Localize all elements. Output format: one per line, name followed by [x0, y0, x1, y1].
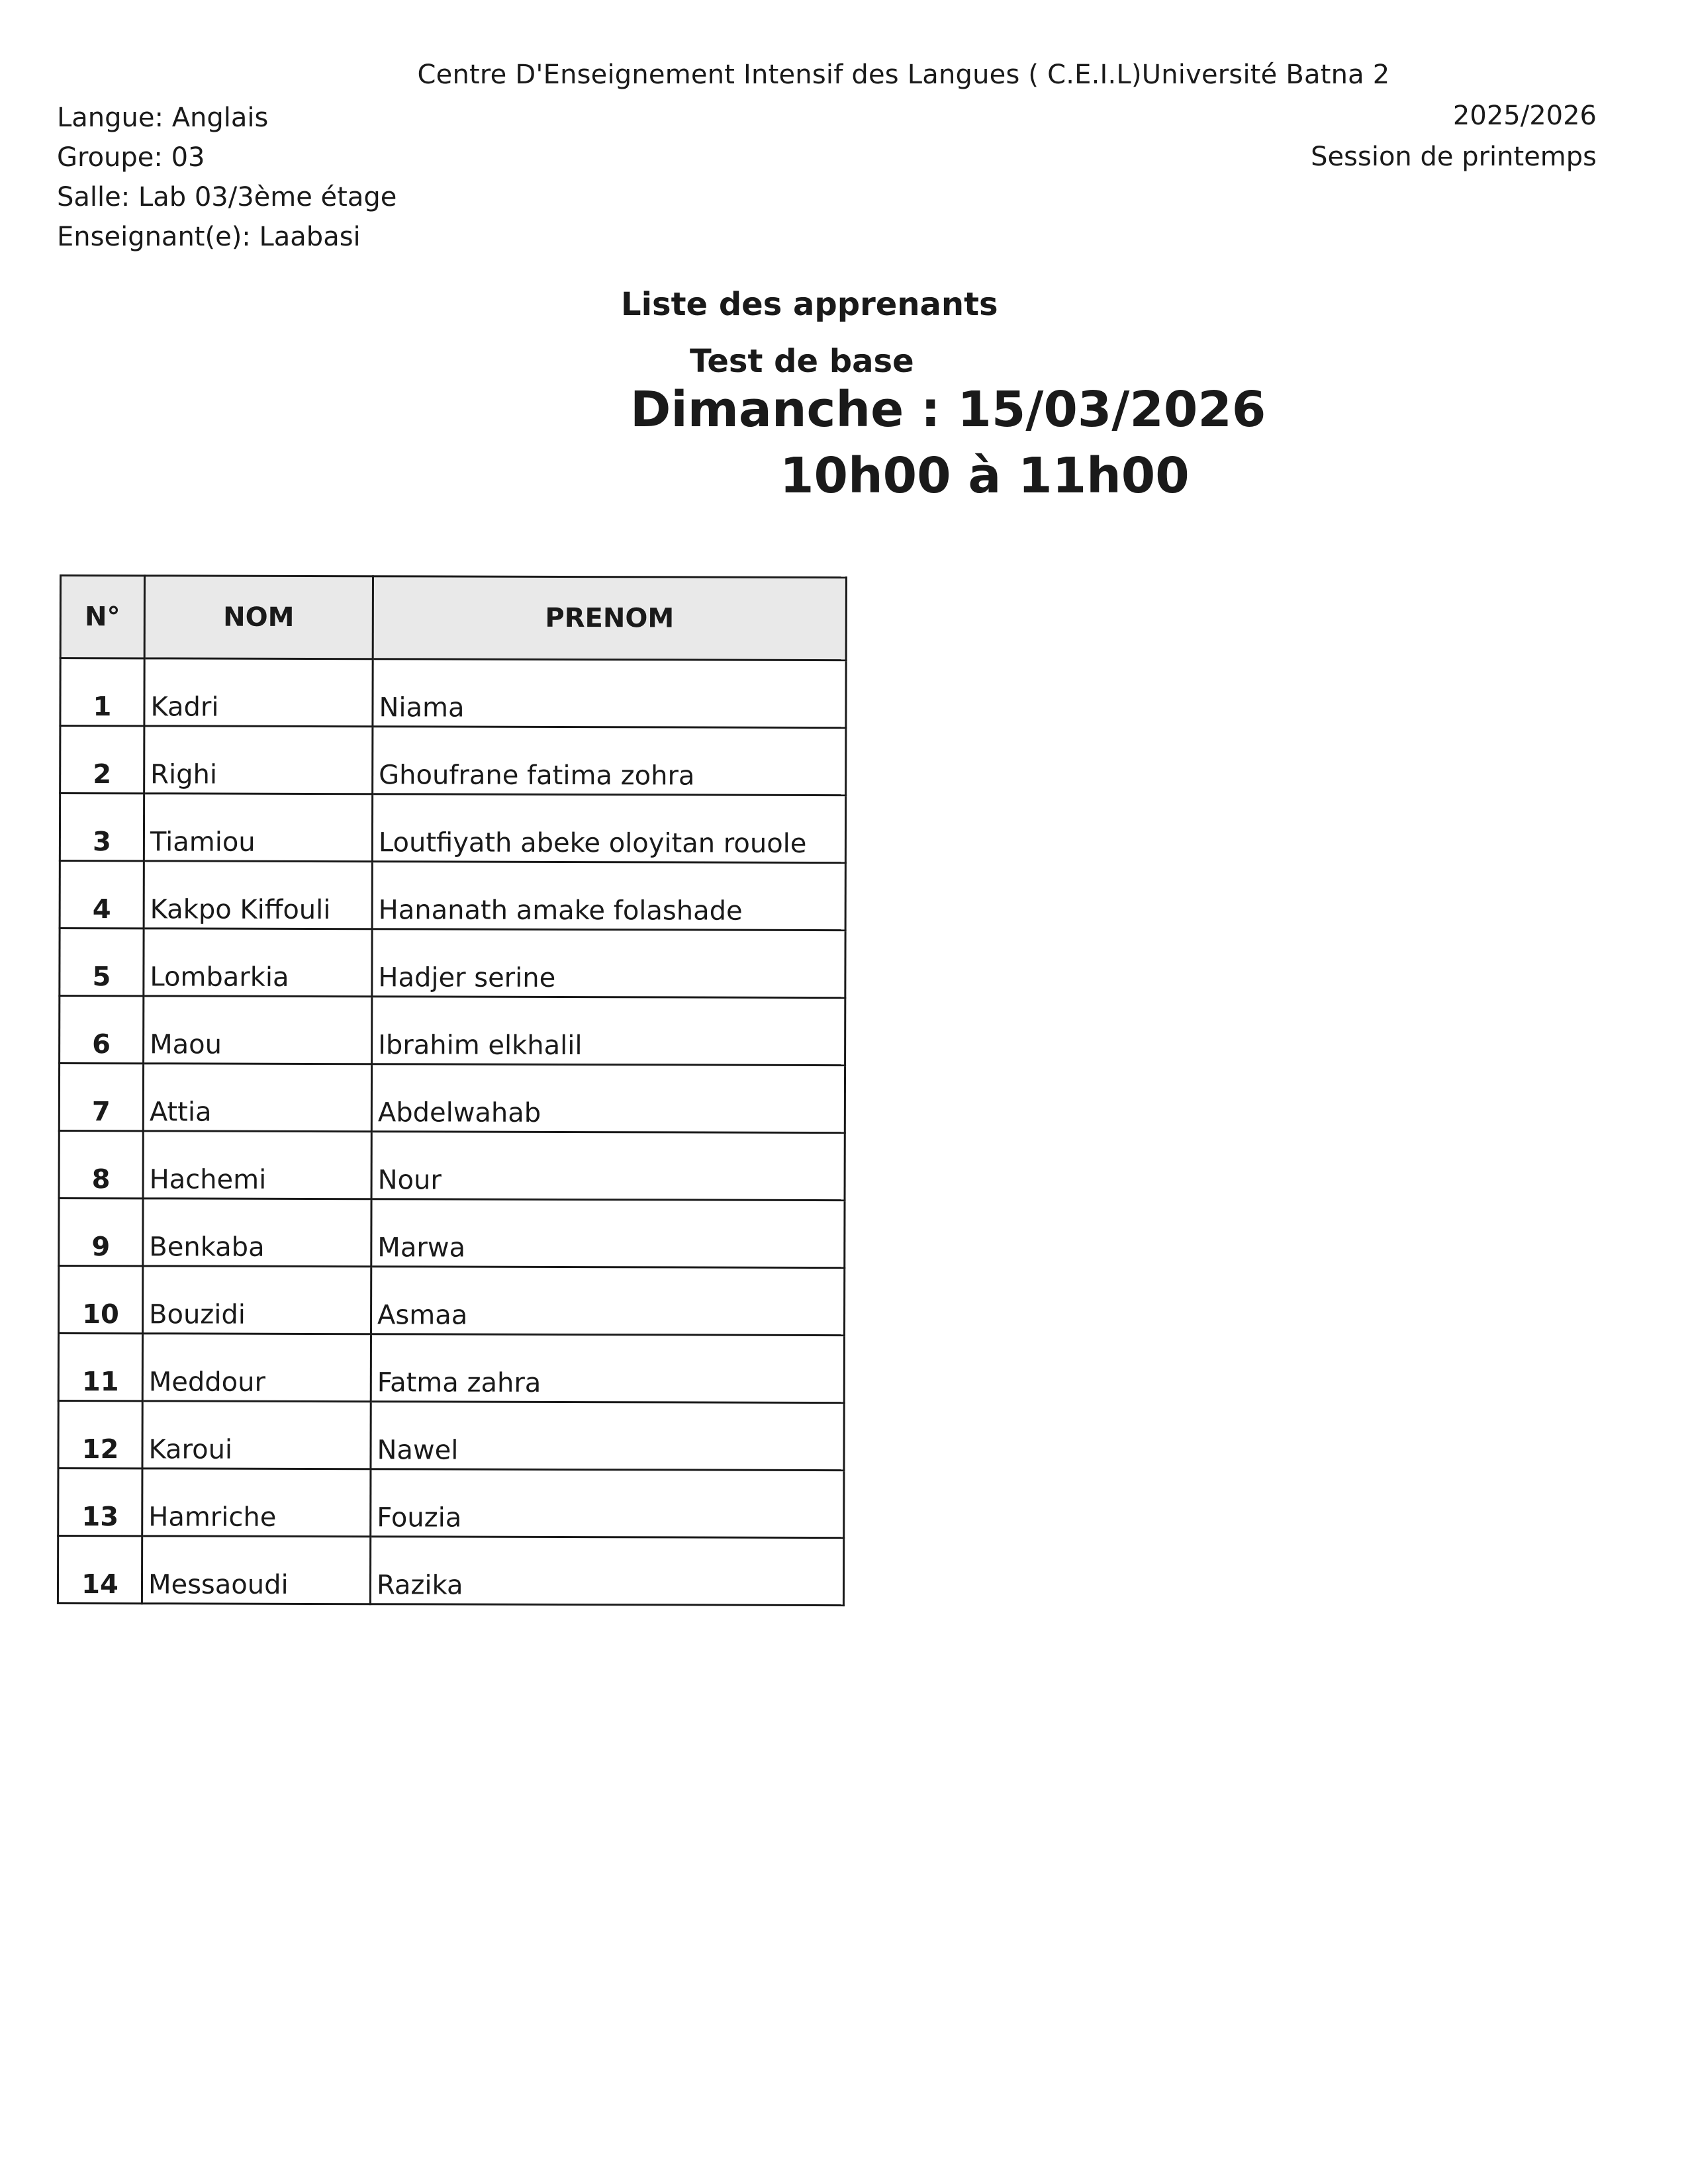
first-name-cell: Razika	[370, 1537, 843, 1606]
academic-year: 2025/2026	[1452, 101, 1597, 131]
table-header-row	[60, 576, 846, 660]
row-number: 5	[60, 929, 144, 996]
table-row	[58, 1266, 844, 1336]
first-name-cell: Abdelwahab	[371, 1064, 845, 1133]
exam-time: 10h00 à 11h00	[780, 447, 1190, 504]
first-name-cell: Loutfiyath abeke oloyitan rouole	[372, 794, 845, 863]
list-title: Liste des apprenants	[621, 286, 998, 323]
first-name-cell: Fatma zahra	[371, 1334, 844, 1403]
table-row	[58, 1535, 843, 1605]
row-number: 4	[60, 861, 144, 929]
table-row	[58, 1468, 844, 1537]
first-name-cell: Ibrahim elkhalil	[372, 997, 845, 1066]
row-number: 2	[60, 726, 144, 794]
first-name-cell: Nawel	[371, 1402, 844, 1471]
last-name-cell: Attia	[143, 1064, 371, 1132]
teacher-label: Enseignant(e): Laabasi	[57, 222, 361, 252]
session-info	[1311, 95, 1597, 177]
institution-name: Centre D'Enseignement Intensif des Langues ( C.E.I.L)Université Batna 2	[417, 60, 1390, 90]
last-name-cell: Messaoudi	[142, 1536, 370, 1604]
first-name-cell: Hadjer serine	[372, 929, 845, 998]
first-name-cell: Nour	[371, 1132, 845, 1201]
table-row	[60, 794, 845, 863]
table-row	[58, 1400, 844, 1470]
table-row	[59, 1131, 845, 1201]
last-name-cell: Hamriche	[142, 1469, 371, 1537]
row-number: 8	[59, 1131, 143, 1199]
table-row	[60, 861, 845, 931]
exam-date: Dimanche : 15/03/2026	[630, 381, 1266, 438]
last-name-cell: Bouzidi	[142, 1266, 371, 1334]
row-number: 1	[60, 659, 144, 726]
row-number: 14	[58, 1535, 142, 1603]
row-number: 6	[60, 996, 144, 1064]
group-label: Groupe: 03	[57, 142, 205, 173]
table-row	[60, 659, 846, 728]
last-name-cell: Meddour	[142, 1334, 371, 1402]
language-label: Langue: Anglais	[57, 103, 269, 133]
header-num: N°	[60, 576, 144, 659]
first-name-cell: Marwa	[371, 1199, 845, 1268]
row-number: 10	[58, 1266, 142, 1334]
last-name-cell: Maou	[144, 996, 372, 1064]
header-prenom: PRENOM	[373, 576, 846, 660]
table-row	[60, 996, 845, 1066]
last-name-cell: Righi	[144, 726, 373, 794]
row-number: 9	[59, 1199, 143, 1266]
room-label: Salle: Lab 03/3ème étage	[57, 182, 397, 212]
header-nom: NOM	[144, 576, 373, 659]
test-title: Test de base	[690, 343, 914, 380]
row-number: 13	[58, 1468, 142, 1535]
table-row	[59, 1199, 845, 1268]
last-name-cell: Hachemi	[143, 1131, 371, 1199]
first-name-cell: Niama	[373, 659, 846, 728]
first-name-cell: Fouzia	[371, 1469, 844, 1538]
row-number: 11	[58, 1334, 142, 1401]
last-name-cell: Tiamiou	[144, 794, 372, 862]
first-name-cell: Asmaa	[371, 1267, 844, 1336]
last-name-cell: Kadri	[144, 659, 373, 727]
last-name-cell: Benkaba	[143, 1199, 371, 1267]
last-name-cell: Karoui	[142, 1401, 371, 1469]
row-number: 7	[59, 1064, 143, 1131]
first-name-cell: Hananath amake folashade	[372, 862, 845, 931]
first-name-cell: Ghoufrane fatima zohra	[373, 727, 846, 796]
table-row	[60, 929, 845, 998]
row-number: 12	[58, 1400, 142, 1468]
session-label: Session de printemps	[1311, 142, 1597, 172]
last-name-cell: Lombarkia	[144, 929, 372, 997]
table-body	[58, 659, 846, 1606]
class-info	[57, 98, 397, 257]
last-name-cell: Kakpo Kiffouli	[144, 861, 372, 929]
table-row	[58, 1334, 844, 1403]
table-row	[59, 1064, 845, 1133]
learners-table	[57, 574, 847, 1606]
row-number: 3	[60, 794, 144, 861]
table-row	[60, 726, 846, 796]
